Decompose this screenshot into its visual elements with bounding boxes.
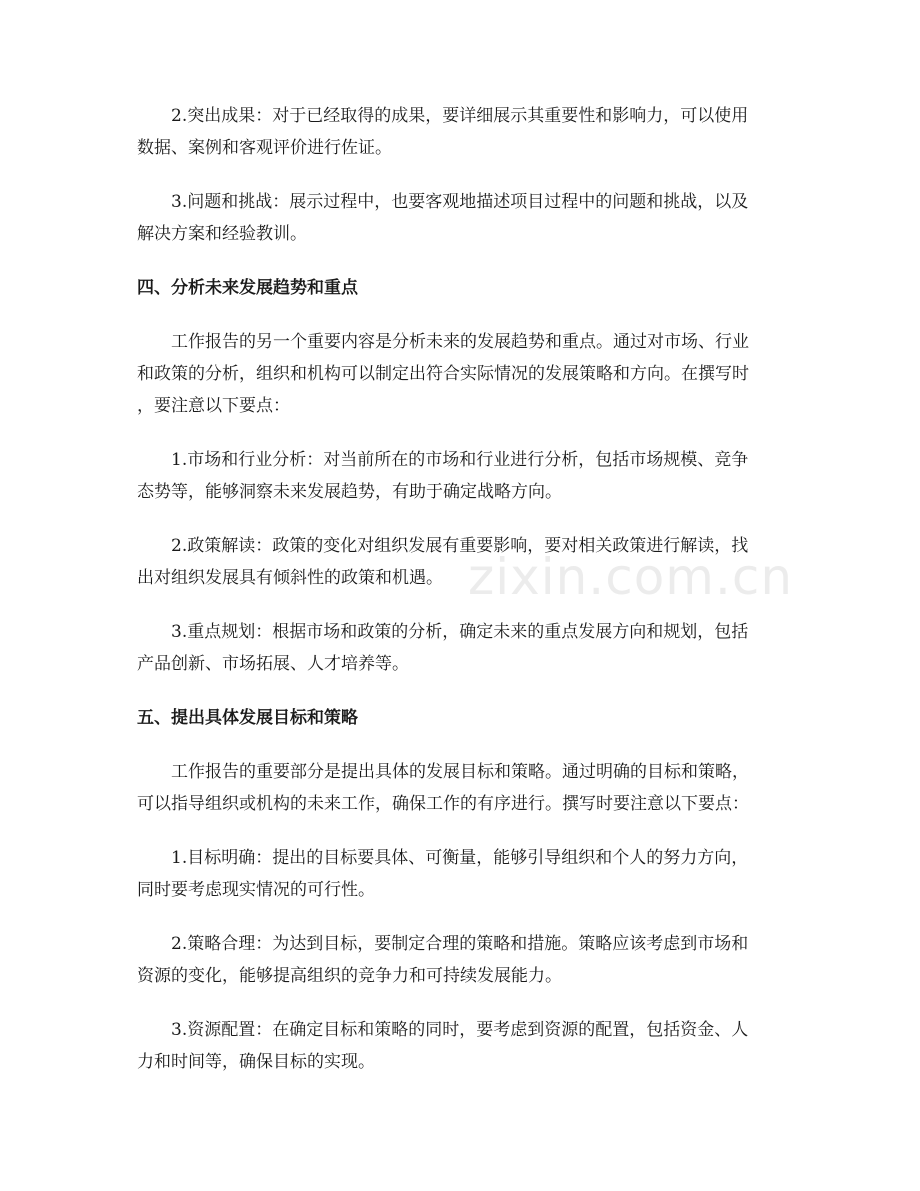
paragraph-line: 态势等，能够洞察未来发展趋势，有助于确定战略方向。	[137, 482, 562, 502]
paragraph	[137, 444, 787, 508]
paragraph	[137, 756, 787, 820]
paragraph-line: 数据、案例和客观评价进行佐证。	[137, 138, 392, 158]
paragraph-line: 出对组织发展具有倾斜性的政策和机遇。	[137, 568, 443, 588]
paragraph	[137, 100, 787, 164]
paragraph	[137, 530, 787, 594]
paragraph-line: 和政策的分析，组织和机构可以制定出符合实际情况的发展策略和方向。在撰写时	[137, 364, 749, 384]
paragraph	[137, 1014, 787, 1078]
document-body	[137, 100, 787, 1100]
paragraph-line: 资源的变化，能够提高组织的竞争力和可持续发展能力。	[137, 966, 562, 986]
paragraph	[137, 616, 787, 680]
paragraph-line: 可以指导组织或机构的未来工作，确保工作的有序进行。撰写时要注意以下要点：	[137, 794, 749, 814]
watermark: zixin.com.cn	[468, 548, 794, 606]
paragraph-line: 力和时间等，确保目标的实现。	[137, 1052, 375, 1072]
paragraph-line: 2.政策解读：政策的变化对组织发展有重要影响，要对相关政策进行解读，找	[171, 536, 749, 556]
section-heading: 四、分析未来发展趋势和重点	[137, 278, 358, 298]
paragraph-line: 工作报告的另一个重要内容是分析未来的发展趋势和重点。通过对市场、行业	[171, 332, 749, 352]
paragraph-line: 3.资源配置：在确定目标和策略的同时，要考虑到资源的配置，包括资金、人	[171, 1020, 749, 1040]
paragraph	[137, 928, 787, 992]
paragraph	[137, 842, 787, 906]
paragraph-line: 产品创新、市场拓展、人才培养等。	[137, 654, 409, 674]
paragraph	[137, 326, 787, 422]
section-heading: 五、提出具体发展目标和策略	[137, 708, 358, 728]
paragraph-line: 工作报告的重要部分是提出具体的发展目标和策略。通过明确的目标和策略，	[171, 762, 749, 782]
paragraph	[137, 186, 787, 250]
paragraph-line: 同时要考虑现实情况的可行性。	[137, 880, 375, 900]
paragraph-line: 3.问题和挑战：展示过程中，也要客观地描述项目过程中的问题和挑战，以及	[171, 192, 749, 212]
paragraph-line: 1.目标明确：提出的目标要具体、可衡量，能够引导组织和个人的努力方向，	[171, 848, 749, 868]
paragraph-line: 解决方案和经验教训。	[137, 224, 307, 244]
paragraph-line: 2.策略合理：为达到目标，要制定合理的策略和措施。策略应该考虑到市场和	[171, 934, 749, 954]
paragraph-line: ，要注意以下要点：	[137, 396, 290, 416]
paragraph-line: 2.突出成果：对于已经取得的成果，要详细展示其重要性和影响力，可以使用	[171, 106, 749, 126]
paragraph-line: 1.市场和行业分析：对当前所在的市场和行业进行分析，包括市场规模、竞争	[171, 450, 749, 470]
paragraph-line: 3.重点规划：根据市场和政策的分析，确定未来的重点发展方向和规划，包括	[171, 622, 749, 642]
